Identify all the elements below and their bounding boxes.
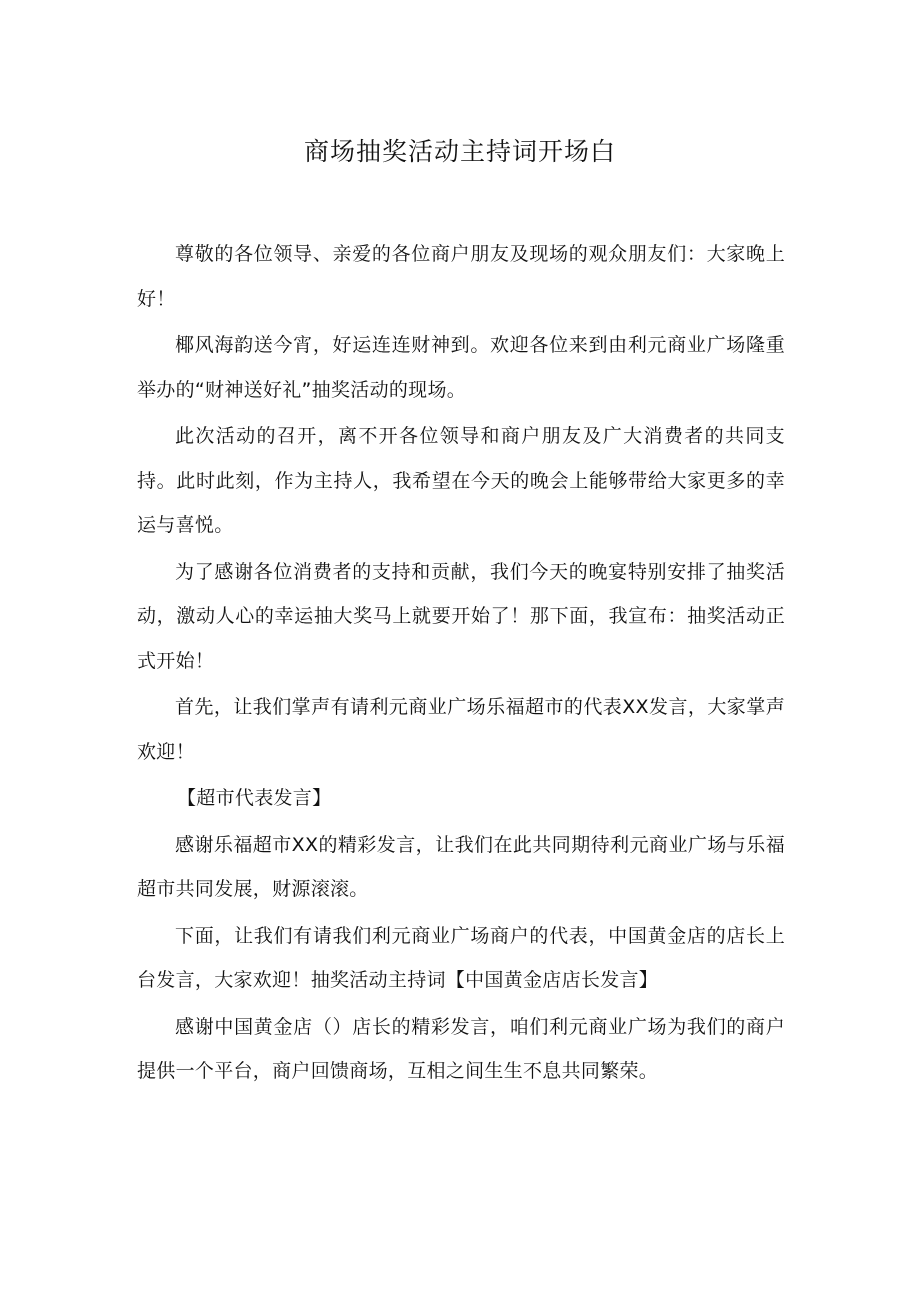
paragraph-supermarket-invite: 首先，让我们掌声有请利元商业广场乐福超市的代表XX发言，大家掌声欢迎！ [137, 696, 785, 763]
paragraph-gold-store-invite: 下面，让我们有请我们利元商业广场商户的代表，中国黄金店的店长上台发言，大家欢迎！抽奖活动主持词【中国黄金店店长发言】 [137, 924, 785, 991]
paragraph-supermarket-thanks: 感谢乐福超市XX的精彩发言，让我们在此共同期待利元商业广场与乐福超市共同发展，财源滚滚。 [137, 833, 785, 900]
document-body [137, 232, 785, 1096]
paragraph-greeting: 尊敬的各位领导、亲爱的各位商户朋友及现场的观众朋友们：大家晚上好！ [137, 243, 785, 310]
paragraph-support: 此次活动的召开，离不开各位领导和商户朋友及广大消费者的共同支持。此时此刻，作为主持人，我希望在今天的晚会上能够带给大家更多的幸运与喜悦。 [137, 425, 785, 536]
paragraph-lottery-start: 为了感谢各位消费者的支持和贡献，我们今天的晚宴特别安排了抽奖活动，激动人心的幸运抽大奖马上就要开始了！那下面，我宣布：抽奖活动正式开始！ [137, 560, 785, 672]
paragraph-welcome: 椰风海韵送今宵，好运连连财神到。欢迎各位来到由利元商业广场隆重举办的“财神送好礼”抽奖活动的现场。 [137, 334, 785, 401]
document-title: 商场抽奖活动主持词开场白 [303, 137, 616, 166]
paragraph-supermarket-speech-note: 【超市代表发言】 [177, 787, 332, 809]
paragraph-gold-store-thanks: 感谢中国黄金店（）店长的精彩发言，咱们利元商业广场为我们的商户提供一个平台，商户回馈商场，互相之间生生不息共同繁荣。 [137, 1015, 785, 1082]
